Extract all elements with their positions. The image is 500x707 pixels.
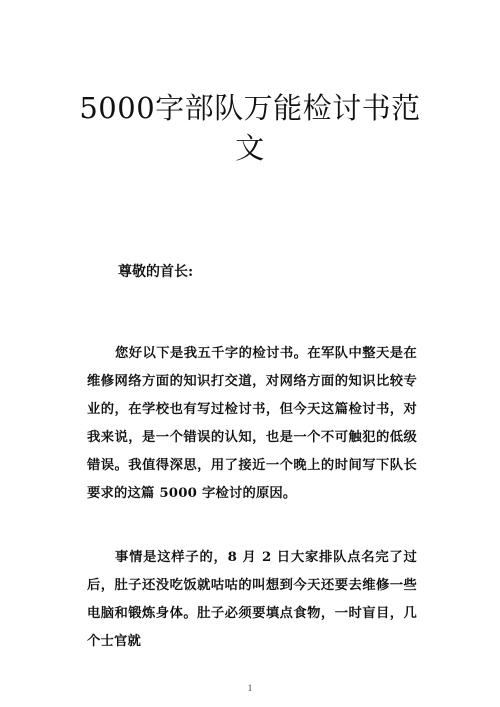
document-title: 5000字部队万能检讨书范文 [79,91,421,165]
body-paragraph-1: 您好以下是我五千字的检讨书。在军队中整天是在维修网络方面的知识打交道，对网络方面的知识比较专业的，在学校也有写过检讨书，但今天这篇检讨书，对我来说，是一个错误的认知，也是一个不可触犯的低级错误。我值得深思，用了接近一个晚上的时间写下队长要求的这篇 5000 字检讨的原因。 [87,346,417,501]
salutation: 尊敬的首长: [118,264,194,280]
body-paragraph-2: 事情是这样子的，8 月 2 日大家排队点名完了过后，肚子还没吃饭就咕咕的叫想到今天还要去维修一些电脑和锻炼身体。肚子必须要填点食物，一时盲目，几个士官就 [87,550,417,649]
page-number: 1 [247,683,253,693]
